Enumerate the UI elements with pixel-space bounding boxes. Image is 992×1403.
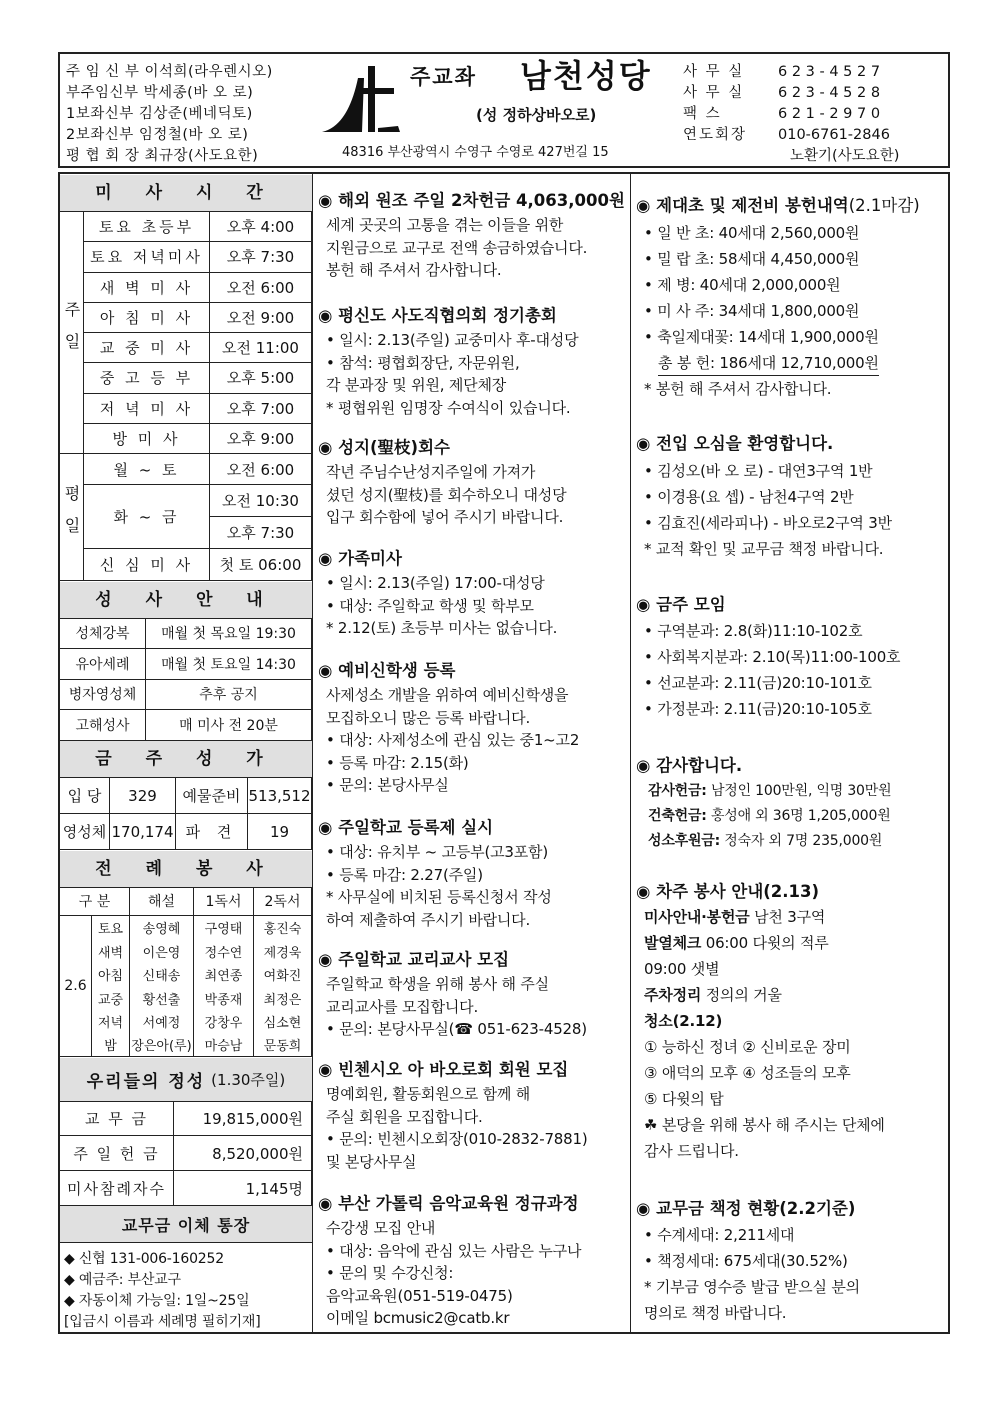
notice-line: • 등록 마감: 2.15(화) xyxy=(326,753,469,772)
notice-line: * 평협위원 임명장 수여식이 있습니다. xyxy=(326,398,571,417)
notice-line: • 대상: 음악에 관심 있는 사람은 누구나 xyxy=(326,1241,582,1260)
mass-time: 오후 4:00 xyxy=(210,212,312,242)
mass-time: 오후 7:30 xyxy=(210,242,312,272)
notice-line: 음악교육원(051-519-0475) xyxy=(326,1286,513,1305)
mass-time: 오전 9:00 xyxy=(210,303,312,333)
offering-label: 교 무 금 xyxy=(60,1101,174,1136)
notice-title: ◉ 부산 가톨릭 음악교육원 정규과정 xyxy=(318,1194,579,1213)
notice-line: • 등록 마감: 2.27(주일) xyxy=(326,865,483,884)
thanks-value: 홍성애 외 36명 1,205,000원 xyxy=(706,808,891,824)
liturgy-commentator: 이은영 xyxy=(130,940,194,964)
notice-line: 수강생 모집 안내 xyxy=(326,1219,436,1237)
notice-line: 이메일 bcmusic2@catb.kr xyxy=(326,1309,510,1327)
liturgy-commentator: 서예정 xyxy=(130,1010,194,1034)
hymn-offertory-label: 예물준비 xyxy=(176,778,248,814)
notice-line: 주일학교 학생을 위해 봉사 해 주실 xyxy=(326,975,549,993)
liturgy-mass: 새벽 xyxy=(92,940,130,964)
notice-line: 셨던 성지(聖枝)를 회수하오니 대성당 xyxy=(326,485,567,504)
liturgy-reader1: 마승남 xyxy=(194,1034,254,1058)
weekday-mon-sat: 월 ~ 토 xyxy=(84,454,210,485)
liturgy-date: 2.6 xyxy=(60,916,92,1057)
next-line xyxy=(644,1140,739,1161)
clergy-row: 2보좌신부 임정철(바 오 로) xyxy=(66,127,249,143)
welcome-line: • 김성오(바 오 로) - 대연3구역 1반 xyxy=(644,462,873,480)
sacrament-label: 성체강복 xyxy=(60,618,146,649)
yeondo-name: 노환기(사도요한) xyxy=(790,148,900,164)
notice-line: • 대상: 유치부 ~ 고등부(고3포함) xyxy=(326,843,548,861)
sunday-label-col xyxy=(60,212,84,454)
mass-time: 오후 7:00 xyxy=(210,394,312,424)
next-line xyxy=(644,1062,851,1083)
notice-line: 사제성소 개발을 위하여 예비신학생을 xyxy=(326,686,569,704)
thanks-line xyxy=(648,805,891,825)
next-service-title: ◉ 차주 봉사 안내(2.13) xyxy=(636,882,820,901)
offering-value: 1,145명 xyxy=(174,1171,312,1206)
offer-title: ◉ 제대초 및 제전비 봉헌내역(2.1마감) xyxy=(636,196,920,215)
next-line xyxy=(644,1036,851,1057)
mass-name: 교 중 미 사 xyxy=(84,333,210,363)
mass-time: 오전 6:00 xyxy=(210,273,312,303)
offering-label: 미사참례자수 xyxy=(60,1171,174,1206)
liturgy-header: 1독서 xyxy=(194,887,254,916)
liturgy-commentator: 장은아(루) xyxy=(130,1034,194,1058)
bank-line: ◆ 자동이체 가능일: 1일~25일 xyxy=(64,1293,250,1309)
bank-line: ◆ 예금주: 부산교구 xyxy=(64,1272,181,1288)
contact-row: 팩 스 6 2 1 - 2 9 7 0 xyxy=(683,106,881,122)
liturgy-reader2: 홍진숙 xyxy=(254,916,312,940)
sacrament-value: 매월 첫 목요일 19:30 xyxy=(146,618,312,649)
mass-name: 토요 저녁미사 xyxy=(84,242,210,272)
church-address: 48316 부산광역시 수영구 수영로 427번길 15 xyxy=(342,145,609,160)
tithe-title: ◉ 교무금 책정 현황(2.2기준) xyxy=(636,1199,856,1218)
next-value: 감사 드립니다. xyxy=(644,1142,739,1160)
offering-title: 우리들의 정성 xyxy=(86,1072,206,1092)
liturgy-header: 2독서 xyxy=(254,887,312,916)
contact-row: 연도회장 010-6761-2846 xyxy=(683,127,890,143)
notice-line: • 참석: 평협회장단, 자문위원, xyxy=(326,353,520,372)
liturgy-commentator: 신태송 xyxy=(130,963,194,987)
hymn-entrance-label: 입 당 xyxy=(60,778,110,814)
offer-row: • 제 병: 40세대 2,000,000원 xyxy=(644,276,841,294)
liturgy-reader2: 심소현 xyxy=(254,1010,312,1034)
offering-label: 주 일 헌 금 xyxy=(60,1136,174,1171)
contact-row: 사 무 실 6 2 3 - 4 5 2 7 xyxy=(683,64,881,80)
weekday-mon-sat-time: 오전 6:00 xyxy=(210,454,312,485)
notice-line: 작년 주님수난성지주일에 가져가 xyxy=(326,463,536,481)
liturgy-reader1: 최연종 xyxy=(194,963,254,987)
liturgy-mass: 교중 xyxy=(92,987,130,1011)
next-line xyxy=(644,1010,722,1031)
offer-total: 총 봉 헌: 186세대 12,710,000원 xyxy=(658,352,879,376)
tithe-line: • 책정세대: 675세대(30.52%) xyxy=(644,1252,848,1270)
weekday-tue-fri-time1: 오전 10:30 xyxy=(210,485,312,517)
divider-right xyxy=(630,172,631,1332)
meet-title: ◉ 금주 모임 xyxy=(636,595,726,614)
sunday-label: 주일 xyxy=(62,300,81,365)
sacraments-title: 성 사 안 내 xyxy=(60,582,312,619)
thanks-line xyxy=(648,830,882,850)
hymn-communion-label: 영성체 xyxy=(60,814,110,850)
hymn-dismissal-value: 19 xyxy=(248,814,312,850)
next-line xyxy=(644,984,782,1005)
next-value: 정의의 거울 xyxy=(701,986,782,1004)
bank-line: [입금시 이름과 세례명 필히기재] xyxy=(64,1314,261,1330)
thanks-title: ◉ 감사합니다. xyxy=(636,756,743,775)
offer-row: • 밀 랍 초: 58세대 4,450,000원 xyxy=(644,250,860,268)
clergy-row: 부주임신부 박세종(바 오 로) xyxy=(66,85,254,101)
welcome-line: • 이경용(요 셉) - 남천4구역 2반 xyxy=(644,488,854,506)
thanks-key: 건축헌금: xyxy=(648,808,707,824)
liturgy-reader1: 구영태 xyxy=(194,916,254,940)
bank-line: ◆ 신협 131-006-160252 xyxy=(64,1251,224,1267)
offer-note: * 봉헌 해 주셔서 감사합니다. xyxy=(644,380,832,398)
meet-line: • 사회복지분과: 2.10(목)11:00-100호 xyxy=(644,648,901,666)
notice-line: 입구 회수함에 넣어 주시기 바랍니다. xyxy=(326,508,564,526)
bank-title: 교무금 이체 통장 xyxy=(121,1215,251,1235)
thanks-line xyxy=(648,780,891,800)
liturgy-reader2: 여화진 xyxy=(254,963,312,987)
notice-line: • 문의: 본당사무실 xyxy=(326,776,449,794)
notice-line: 및 본당사무실 xyxy=(326,1152,417,1171)
notice-line: • 일시: 2.13(주일) 교중미사 후-대성당 xyxy=(326,331,579,349)
notice-line: 각 분과장 및 위원, 제단체장 xyxy=(326,376,507,394)
next-value: ③ 애덕의 모후 ④ 성조들의 모후 xyxy=(644,1064,851,1082)
notice-title: ◉ 해외 원조 주일 2차헌금 4,063,000원 xyxy=(318,191,625,210)
next-key: 발열체크 xyxy=(644,934,702,952)
thanks-key: 성소후원금: xyxy=(648,833,721,849)
notice-line: 하여 제출하여 주시기 바랍니다. xyxy=(326,910,531,929)
notice-title: ◉ 주일학교 교리교사 모집 xyxy=(318,950,510,969)
liturgy-mass: 저녁 xyxy=(92,1010,130,1034)
thanks-value: 정숙자 외 7명 235,000원 xyxy=(720,833,883,849)
tithe-line: • 수계세대: 2,211세대 xyxy=(644,1226,795,1244)
hymn-entrance-value: 329 xyxy=(110,778,176,814)
liturgy-reader2: 제경욱 xyxy=(254,940,312,964)
notice-line: 주실 회원을 모집합니다. xyxy=(326,1107,483,1126)
liturgy-mass: 토요 xyxy=(92,916,130,940)
mass-name: 새 벽 미 사 xyxy=(84,273,210,303)
notice-line: 명예회원, 활동회원으로 함께 해 xyxy=(326,1085,531,1103)
next-key: 주차정리 xyxy=(644,986,702,1004)
devotional-mass-time: 첫 토 06:00 xyxy=(210,549,312,581)
bank-title-bar xyxy=(60,1206,312,1243)
next-key: 미사안내·봉헌금 xyxy=(644,908,750,926)
notice-line: • 문의: 빈첸시오회장(010-2832-7881) xyxy=(326,1130,588,1148)
hymn-dismissal-label: 파 견 xyxy=(176,814,248,850)
next-value: ⑤ 다윗의 탑 xyxy=(644,1090,724,1108)
liturgy-header: 구 분 xyxy=(60,887,130,916)
next-line xyxy=(644,906,825,927)
offer-row: • 일 반 초: 40세대 2,560,000원 xyxy=(644,224,860,242)
offering-value: 8,520,000원 xyxy=(174,1136,312,1171)
mass-name: 방 미 사 xyxy=(84,424,210,454)
liturgy-mass: 아침 xyxy=(92,963,130,987)
liturgy-title: 전 례 봉 사 xyxy=(60,851,312,888)
offering-value: 19,815,000원 xyxy=(174,1101,312,1136)
notice-title: ◉ 평신도 사도직협의회 정기총회 xyxy=(318,306,557,325)
offering-title-bar xyxy=(60,1058,312,1102)
next-line xyxy=(644,932,829,953)
sacrament-value: 매 미사 전 20분 xyxy=(146,710,312,741)
church-patron: (성 정하상바오로) xyxy=(476,106,597,124)
tithe-line: 명의로 책정 바랍니다. xyxy=(644,1304,787,1322)
notice-line: • 문의 및 수강신청: xyxy=(326,1264,454,1282)
sacrament-value: 매월 첫 토요일 14:30 xyxy=(146,649,312,680)
notice-line: • 대상: 주일학교 학생 및 학부모 xyxy=(326,596,534,615)
liturgy-mass: 밤 xyxy=(92,1034,130,1058)
liturgy-reader2: 최정은 xyxy=(254,987,312,1011)
sacrament-label: 고해성사 xyxy=(60,710,146,741)
mass-times-title: 미 사 시 간 xyxy=(60,175,312,212)
notice-title: ◉ 예비신학생 등록 xyxy=(318,661,456,680)
liturgy-reader1: 강창우 xyxy=(194,1010,254,1034)
notice-title: ◉ 가족미사 xyxy=(318,549,402,568)
next-line xyxy=(644,1114,885,1135)
notice-line: • 대상: 사제성소에 관심 있는 중1~고2 xyxy=(326,731,580,749)
offer-row: • 축일제대꽃: 14세대 1,900,000원 xyxy=(644,328,879,346)
thanks-value: 남정인 100만원, 익명 30만원 xyxy=(706,783,892,799)
meet-line: • 선교분과: 2.11(금)20:10-101호 xyxy=(644,674,872,692)
liturgy-reader1: 박종재 xyxy=(194,987,254,1011)
notice-line: 모집하오니 많은 등록 바랍니다. xyxy=(326,708,531,727)
weekday-label-col xyxy=(60,454,84,581)
liturgy-commentator: 황선출 xyxy=(130,987,194,1011)
liturgy-header: 해설 xyxy=(130,887,194,916)
hymn-offertory-value: 513,512 xyxy=(248,778,312,814)
divider-left xyxy=(312,172,313,1332)
thanks-key: 감사헌금: xyxy=(648,783,707,799)
notice-title: ◉ 성지(聖枝)회수 xyxy=(318,438,450,457)
mass-time: 오전 11:00 xyxy=(210,333,312,363)
contact-row: 사 무 실 6 2 3 - 4 5 2 8 xyxy=(683,85,881,101)
mass-name: 아 침 미 사 xyxy=(84,303,210,333)
clergy-row: 1보좌신부 김상준(베네딕토) xyxy=(66,106,253,122)
mass-time: 오후 9:00 xyxy=(210,424,312,454)
welcome-title: ◉ 전입 오심을 환영합니다. xyxy=(636,434,834,453)
notice-line: 교리교사를 모집합니다. xyxy=(326,997,479,1016)
notice-line: 봉헌 해 주셔서 감사합니다. xyxy=(326,261,502,279)
liturgy-reader2: 문동희 xyxy=(254,1034,312,1058)
offering-subtitle: (1.30주일) xyxy=(211,1071,286,1089)
liturgy-reader1: 정수연 xyxy=(194,940,254,964)
next-value: 09:00 샛별 xyxy=(644,960,720,978)
notice-line: * 사무실에 비치된 등록신청서 작성 xyxy=(326,888,552,906)
church-logo-icon xyxy=(318,60,404,138)
notice-line: • 일시: 2.13(주일) 17:00-대성당 xyxy=(326,574,545,592)
notice-line: * 2.12(토) 초등부 미사는 없습니다. xyxy=(326,619,558,637)
next-value: 남천 3구역 xyxy=(749,908,826,926)
welcome-line: • 김효진(세라피나) - 바오로2구역 3반 xyxy=(644,514,892,532)
weekday-tue-fri-time2: 오후 7:30 xyxy=(210,517,312,549)
liturgy-commentator: 송영혜 xyxy=(130,916,194,940)
next-line xyxy=(644,958,719,979)
next-value: ☘ 본당을 위해 봉사 해 주시는 단체에 xyxy=(644,1116,885,1134)
mass-name: 저 녁 미 사 xyxy=(84,394,210,424)
mass-name: 토요 초등부 xyxy=(84,212,210,242)
hymns-title: 금 주 성 가 xyxy=(60,741,312,778)
sacrament-label: 병자영성체 xyxy=(60,680,146,711)
weekday-tue-fri: 화 ~ 금 xyxy=(84,485,210,549)
offer-row: • 미 사 주: 34세대 1,800,000원 xyxy=(644,302,860,320)
devotional-mass: 신 심 미 사 xyxy=(84,549,210,581)
clergy-row: 주 임 신 부 이석희(라우렌시오) xyxy=(66,64,273,80)
notice-line: • 문의: 본당사무실(☎ 051-623-4528) xyxy=(326,1020,587,1038)
church-name: 남천성당 xyxy=(520,57,652,95)
meet-line: • 구역분과: 2.8(화)11:10-102호 xyxy=(644,622,863,640)
notice-line: 지원금으로 교구로 전액 송금하였습니다. xyxy=(326,238,588,257)
notice-title: ◉ 주일학교 등록제 실시 xyxy=(318,818,494,837)
welcome-line: * 교적 확인 및 교무금 책정 바랍니다. xyxy=(644,540,884,558)
hymn-communion-value: 170,174 xyxy=(110,814,176,850)
mass-name: 중 고 등 부 xyxy=(84,363,210,393)
meet-line: • 가정분과: 2.11(금)20:10-105호 xyxy=(644,700,872,718)
sacrament-value: 추후 공지 xyxy=(146,680,312,711)
sacrament-label: 유아세례 xyxy=(60,649,146,680)
notice-line: 세계 곳곳의 고통을 겪는 이들을 위한 xyxy=(326,216,564,234)
next-value: ① 능하신 정녀 ② 신비로운 장미 xyxy=(644,1038,851,1056)
notice-title: ◉ 빈첸시오 아 바오로회 회원 모집 xyxy=(318,1060,569,1079)
next-line xyxy=(644,1088,724,1109)
diocese-label: 주교좌 xyxy=(410,65,477,89)
tithe-line: * 기부금 영수증 발급 받으실 분의 xyxy=(644,1278,860,1296)
next-key: 청소(2.12) xyxy=(644,1012,723,1030)
weekday-label: 평일 xyxy=(62,485,81,549)
mass-time: 오후 5:00 xyxy=(210,363,312,393)
clergy-row: 평 협 회 장 최규장(사도요한) xyxy=(66,148,259,164)
next-value: 06:00 다윗의 적루 xyxy=(701,934,829,952)
